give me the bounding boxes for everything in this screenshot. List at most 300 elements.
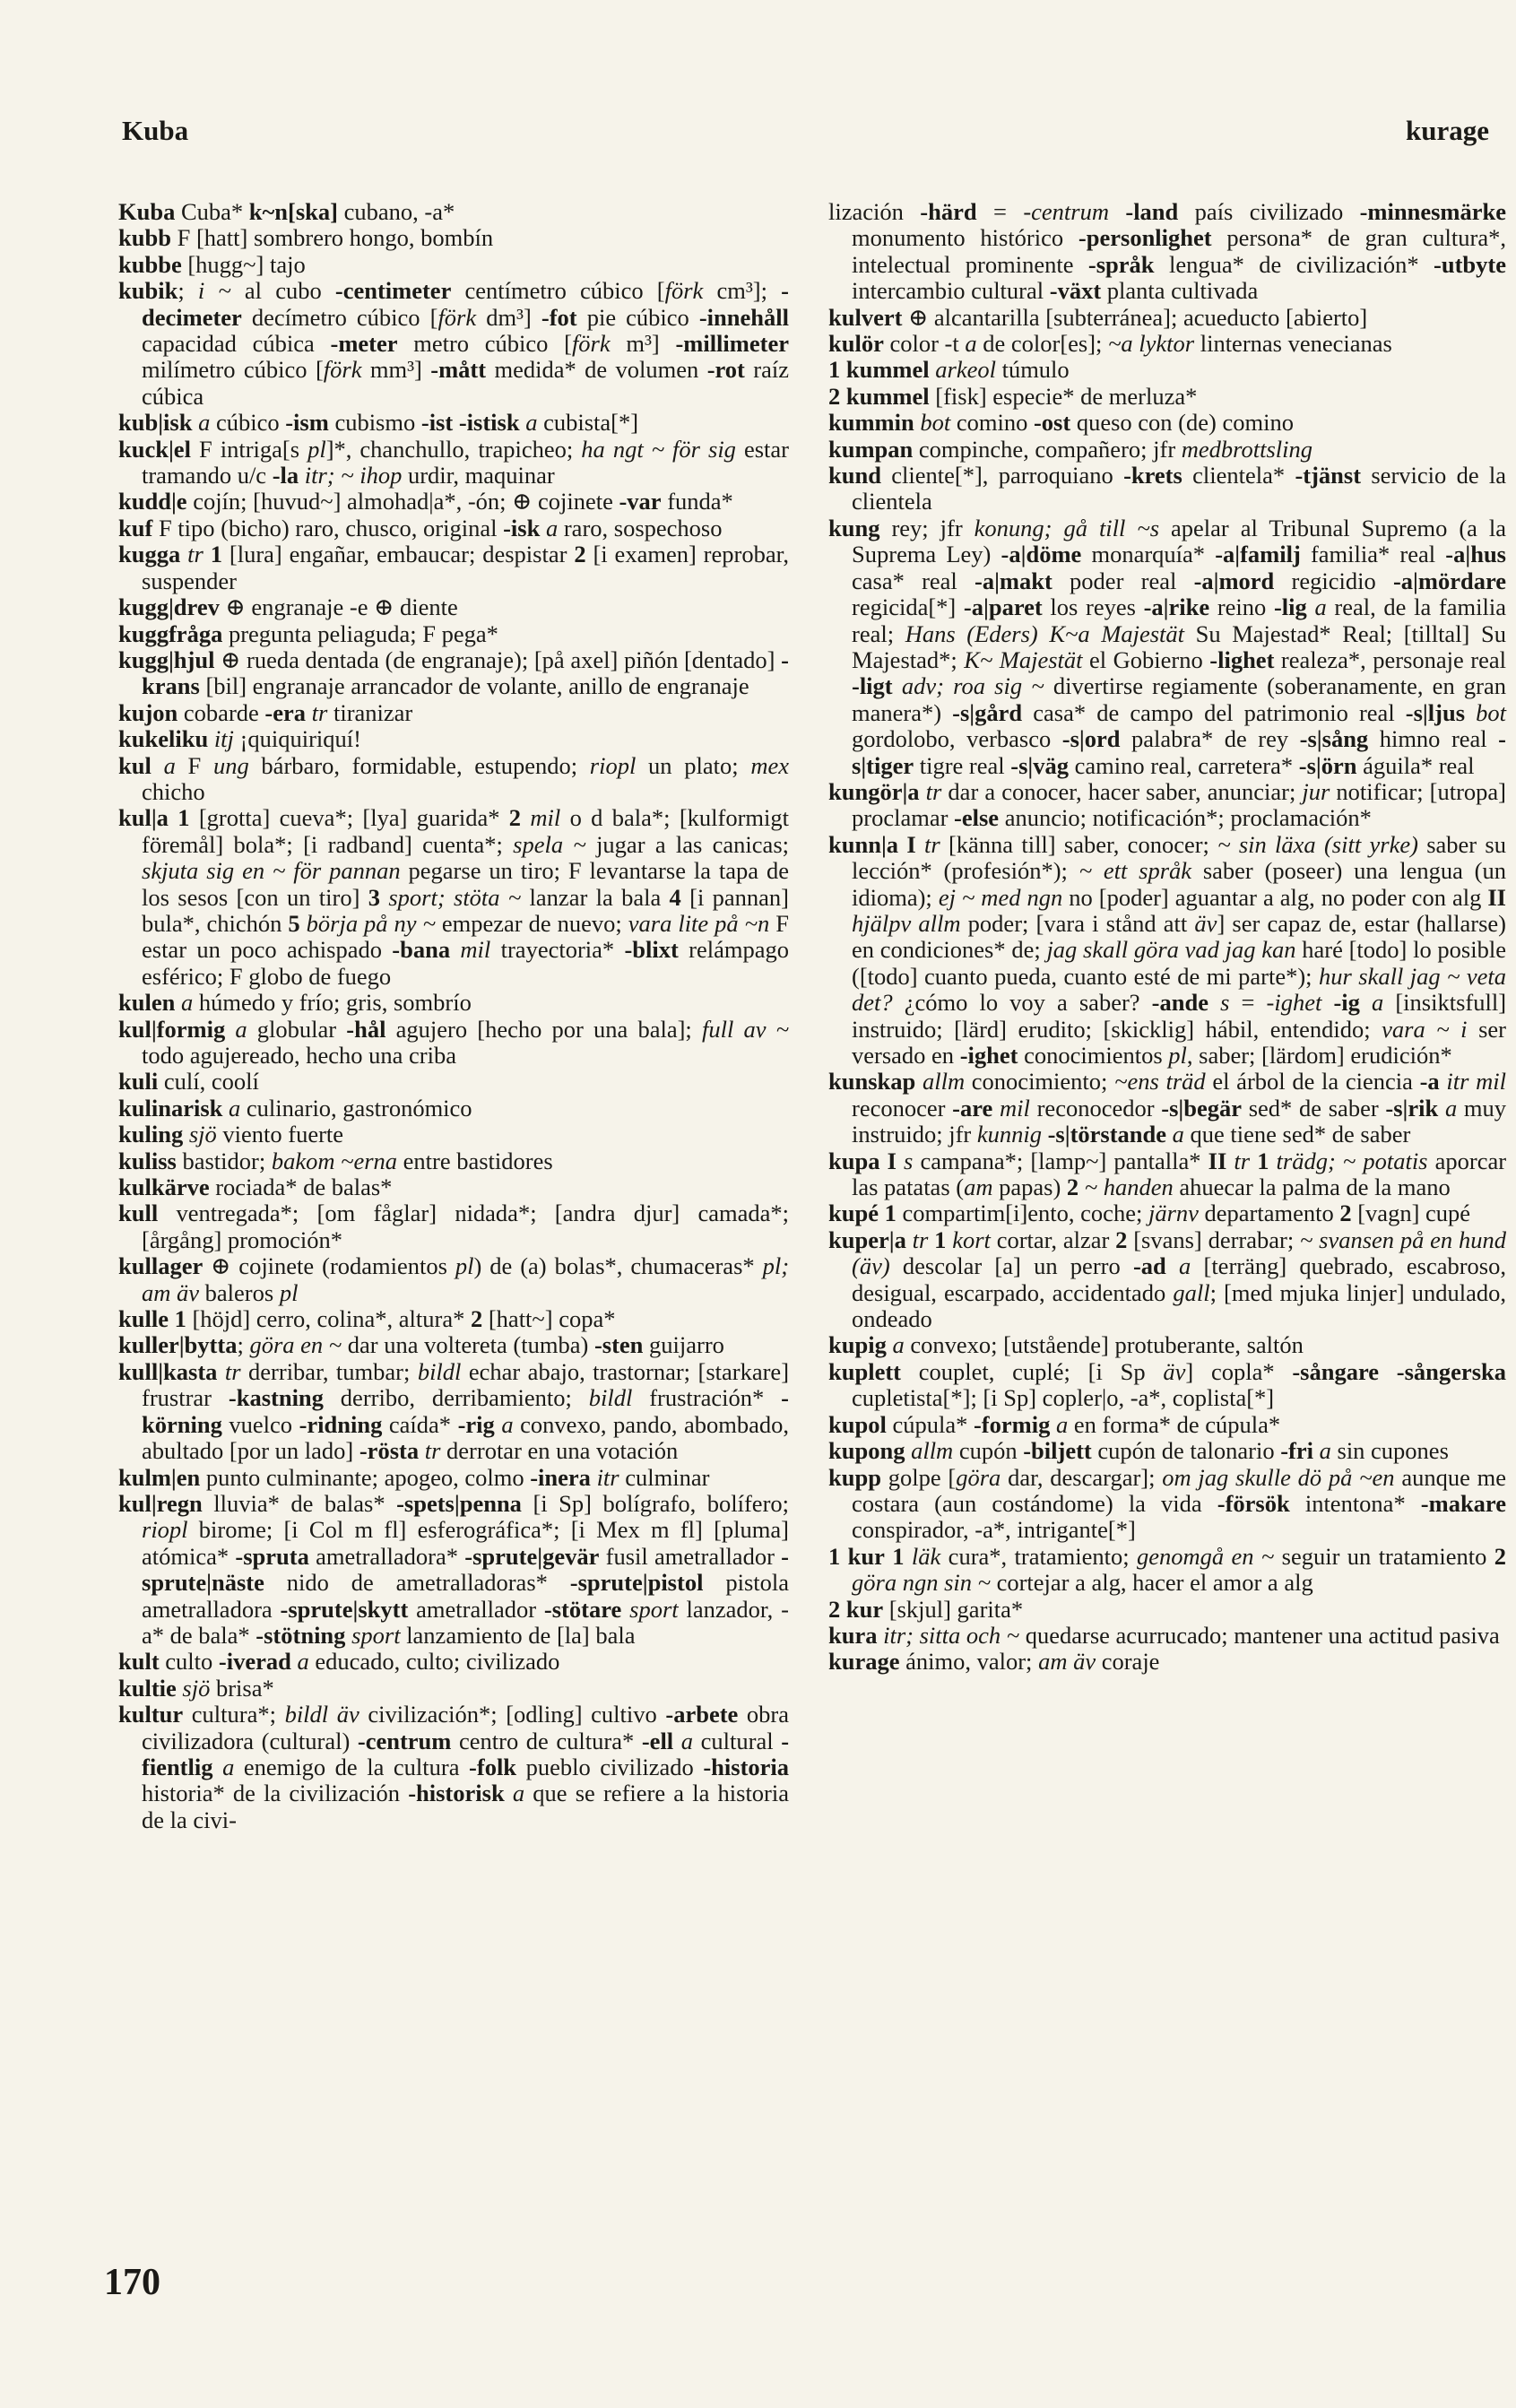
definition-text	[1079, 1174, 1085, 1200]
italic-label: ~ ett språk	[1079, 857, 1192, 885]
italic-label: adv; roa sig ~	[901, 672, 1044, 700]
definition-text: [lura] engañar, embaucar; despistar	[221, 541, 575, 568]
dictionary-entry	[118, 1649, 789, 1675]
italic-label: allm	[922, 1068, 966, 1096]
definition-text: cupón de talonario	[1091, 1437, 1281, 1465]
definition-text: coraje	[1096, 1648, 1160, 1676]
italic-label: spela ~	[513, 830, 586, 858]
dictionary-entry	[118, 1253, 789, 1306]
header-first-word: Kuba	[122, 115, 189, 146]
dictionary-entry	[118, 1069, 789, 1095]
definition-text: [svans] derrabar;	[1127, 1226, 1300, 1253]
definition-text: raíz cúbica	[142, 356, 789, 410]
bold-term: -språk	[1087, 250, 1155, 278]
italic-label: arkeol	[935, 356, 996, 384]
italic-label: itr; ~ ihop	[304, 462, 403, 489]
bold-term: -kastning	[228, 1384, 324, 1412]
italic-label: sjö	[188, 1121, 217, 1148]
definition-text: dar a conocer, hacer saber, anunciar;	[941, 777, 1303, 805]
running-header	[122, 115, 1489, 151]
bold-term: -sten	[593, 1331, 644, 1359]
italic-label: a	[545, 514, 559, 541]
dictionary-entry	[828, 410, 1506, 436]
definition-text: culminar	[619, 1463, 710, 1491]
italic-label: a	[180, 989, 194, 1017]
italic-label: a	[512, 1780, 525, 1807]
definition-text: campana*; [lamp~] pantalla*	[913, 1147, 1208, 1174]
definition-text: lengua* de civilización*	[1154, 250, 1434, 278]
dictionary-entry	[828, 1227, 1506, 1333]
definition-text: cúbico	[210, 409, 286, 437]
dictionary-entry	[118, 1200, 789, 1253]
dictionary-entry	[118, 1359, 789, 1465]
definition-text	[183, 1121, 189, 1148]
dictionary-entry	[828, 437, 1506, 463]
definition-text: el Gobierno	[1082, 645, 1210, 673]
definition-text: no [poder] aguantar a alg, no poder con alg	[1062, 883, 1488, 911]
bold-term: kulvert	[828, 303, 903, 331]
definition-text: ahuecar la palma de la mano	[1173, 1174, 1451, 1201]
definition-text: F tipo (bicho) raro, chusco, original	[152, 514, 504, 541]
definition-text: [insiktsfull] instruido; [lärd] erudito; [skicklig] hábil, entendido;	[852, 989, 1507, 1043]
definition-text: linternas venecianas	[1194, 330, 1392, 358]
dictionary-entry	[118, 199, 789, 225]
bold-term: kuli	[118, 1068, 159, 1096]
bold-term: kub|isk	[118, 409, 193, 437]
italic-label: vara lite på ~n	[628, 909, 770, 937]
italic-label: tr	[311, 698, 328, 726]
bold-term: -sprute|gevär	[464, 1542, 600, 1570]
italic-label: börja på ny ~	[306, 909, 436, 937]
definition-text	[204, 541, 211, 567]
definition-text	[1250, 1148, 1257, 1174]
definition-text	[1042, 1121, 1048, 1148]
bold-term: -ell	[641, 1727, 674, 1754]
bold-term: -a|paret	[963, 593, 1043, 621]
definition-text: jugar a las canicas;	[585, 830, 789, 858]
definition-text: apelar al Tribunal Supremo (a la Suprema Ley)	[852, 514, 1507, 568]
definition-text	[213, 1754, 223, 1780]
definition-text: trayectoria*	[490, 936, 625, 964]
bold-term: -krets	[1123, 462, 1182, 489]
definition-text: compinche, compañero; jfr	[913, 435, 1182, 463]
italic-label: a	[229, 1094, 241, 1122]
definition-text	[222, 1095, 229, 1122]
dictionary-entry	[828, 1148, 1506, 1201]
definition-text: águila* real	[1356, 751, 1475, 779]
definition-text: planta cultivada	[1101, 277, 1259, 305]
bold-term: -var	[619, 488, 662, 515]
definition-text: cortejar a alg, hacer el amor a alg	[990, 1569, 1313, 1597]
italic-label: hur skall jag ~ veta det?	[852, 962, 1507, 1017]
definition-text: húmedo y frío; gris, sombrío	[193, 989, 472, 1017]
bold-term: -körning	[142, 1384, 789, 1438]
definition-text	[1166, 1252, 1179, 1279]
bold-term: kuling	[118, 1121, 184, 1148]
definition-text: pie cúbico	[576, 303, 699, 331]
bold-term: kugg|hjul	[118, 645, 215, 673]
italic-label: a	[1372, 989, 1384, 1017]
definition-text	[621, 1596, 629, 1623]
italic-label: riopl	[589, 751, 637, 779]
italic-label: äv	[1194, 909, 1217, 937]
definition-text: ¡quiquiriquí!	[233, 725, 361, 753]
definition-text: derribo, derribamiento;	[323, 1384, 589, 1412]
definition-text: ;	[178, 277, 198, 305]
italic-label: tr	[912, 1226, 929, 1253]
definition-text	[208, 725, 214, 752]
bold-term: kubik	[118, 277, 178, 305]
italic-label: mil	[1000, 1094, 1030, 1122]
bold-term: kupé	[828, 1200, 879, 1227]
bold-term: -s|ord	[1061, 725, 1121, 753]
italic-label: itr mil	[1446, 1068, 1506, 1096]
definition-text: frustración*	[632, 1384, 782, 1412]
italic-label: a	[680, 1727, 694, 1754]
bold-term: -personlighet	[1078, 224, 1212, 252]
definition-text: pueblo civilizado	[516, 1753, 704, 1780]
definition-text: dm³]	[476, 303, 541, 331]
definition-text: bastidor;	[176, 1147, 272, 1174]
bold-term: k~n[ska]	[248, 198, 338, 225]
bold-term: kull|kasta	[118, 1357, 218, 1385]
definition-text: tiranizar	[327, 698, 413, 726]
bold-term: kung	[828, 514, 880, 541]
dictionary-entry	[828, 515, 1506, 779]
definition-text	[175, 989, 181, 1016]
bold-term: kultie	[118, 1674, 177, 1702]
italic-label: bot	[1476, 698, 1506, 726]
definition-text	[169, 804, 178, 831]
definition-text: casa* de campo del patrimonio real	[1022, 698, 1406, 726]
bold-term: -iverad	[218, 1648, 291, 1676]
definition-text: funda*	[661, 488, 733, 515]
definition-text: obra civilizadora (cultural)	[142, 1701, 789, 1754]
italic-label: göra	[956, 1463, 1001, 1491]
bold-term: kund	[828, 462, 881, 489]
bold-term: -hål	[346, 1015, 386, 1043]
dictionary-entry	[118, 541, 789, 594]
bold-term: kupong	[828, 1437, 905, 1465]
definition-text	[1313, 1437, 1320, 1464]
definition-text	[505, 1780, 513, 1806]
definition-text: sed* de saber	[1242, 1094, 1386, 1122]
definition-text	[1465, 699, 1476, 726]
italic-label: a	[501, 1410, 514, 1438]
definition-text: F [hatt] sombrero hongo, bombín	[170, 224, 494, 252]
bold-term: -härd	[920, 198, 977, 225]
dictionary-entry	[118, 437, 789, 489]
bold-term: kupig	[828, 1331, 887, 1359]
definition-text: todo agujereado, hecho una criba	[142, 1042, 456, 1069]
italic-label: trädg; ~ potatis	[1276, 1147, 1428, 1174]
bold-term: -folk	[469, 1753, 517, 1780]
dictionary-entry	[828, 1649, 1506, 1675]
definition-text: quedarse acurrucado; mantener una actitud pasiva	[1019, 1621, 1500, 1649]
italic-label: sjö	[182, 1674, 211, 1702]
bold-term: -are	[952, 1094, 993, 1122]
bold-term: -stötning	[256, 1621, 346, 1649]
definition-text	[180, 541, 187, 567]
definition-text: =	[976, 198, 1024, 225]
definition-text: caída*	[382, 1410, 458, 1438]
italic-label: sport	[351, 1621, 401, 1649]
bold-term: 2	[470, 1305, 483, 1333]
dictionary-entry	[118, 990, 789, 1016]
italic-label: pl; am äv	[142, 1252, 790, 1306]
bold-term: -la	[272, 462, 299, 489]
bold-term: -mått	[430, 356, 487, 384]
definition-text: raro, sospechoso	[558, 514, 723, 541]
definition-text	[291, 1648, 298, 1675]
bold-term: -blixt	[624, 936, 679, 964]
bold-term: -ligt	[852, 672, 893, 700]
dictionary-entry	[828, 1544, 1506, 1597]
definition-text	[897, 1148, 904, 1174]
definition-text: nido de ametralladoras*	[264, 1569, 570, 1597]
italic-label: äv	[1163, 1357, 1186, 1385]
definition-text: departamento	[1198, 1200, 1340, 1227]
definition-text: cupletista[*]; [i Sp] copler|o, -a*, coplista[*]	[852, 1384, 1275, 1412]
italic-label: itj	[213, 725, 234, 753]
definition-text: cultura*;	[183, 1701, 285, 1728]
italic-label: bakom ~erna	[271, 1147, 398, 1174]
definition-text: al cubo	[230, 277, 335, 305]
bold-term: II	[1487, 883, 1506, 911]
bold-term: kubb	[118, 224, 171, 252]
italic-label: tr	[1234, 1147, 1251, 1174]
dictionary-entry	[828, 305, 1506, 331]
definition-text	[299, 462, 305, 489]
definition-text: ser versado en	[852, 1015, 1506, 1069]
dictionary-entry	[118, 252, 789, 278]
definition-text: decímetro cúbico [	[241, 303, 438, 331]
bold-term: 4	[669, 883, 681, 911]
definition-text: cliente[*], parroquiano	[880, 462, 1124, 489]
bold-term: -rösta	[359, 1437, 420, 1465]
dictionary-entry	[118, 410, 789, 436]
definition-text	[992, 1095, 1000, 1122]
bold-term: -s|tiger	[852, 725, 1506, 779]
italic-label: bildl	[588, 1384, 633, 1412]
definition-text: [bil] engranaje arrancador de volante, anillo de engranaje	[199, 672, 749, 700]
italic-label: sport; stöta ~	[388, 883, 522, 911]
definition-text	[673, 1728, 681, 1754]
definition-text: lanzar la bala	[521, 883, 670, 911]
bold-term: -centrum	[357, 1727, 452, 1754]
definition-text: que se refiere a la historia de la civi-	[142, 1780, 790, 1833]
bold-term: kubbe	[118, 250, 182, 278]
bold-term: kul|formig	[118, 1015, 226, 1043]
italic-label: hjälpv allm	[852, 909, 961, 937]
definition-text: [vagn] cupé	[1351, 1200, 1471, 1227]
bold-term: kul|regn	[118, 1489, 203, 1517]
italic-label: tr	[224, 1357, 241, 1385]
bold-term: kunskap	[828, 1068, 916, 1096]
bold-term: kullager	[118, 1252, 204, 1280]
definition-text: fusil ametrallador	[599, 1542, 782, 1570]
bold-term: -utbyte	[1434, 250, 1506, 278]
dictionary-entry	[118, 726, 789, 752]
bold-term: -spruta	[235, 1542, 309, 1570]
italic-label: itr	[596, 1463, 619, 1491]
definition-text: vuelco	[221, 1410, 299, 1438]
italic-label: a	[297, 1648, 309, 1676]
definition-text: monumento histórico	[852, 224, 1079, 252]
bold-term: kuller|bytta	[118, 1331, 238, 1359]
bold-term: kurage	[828, 1648, 900, 1676]
bold-term: 1	[1257, 1147, 1269, 1174]
definition-text: persona* de gran cultura*, intelectual prominente	[852, 224, 1506, 278]
italic-label: gall	[1173, 1278, 1210, 1306]
bold-term: kulle	[118, 1305, 169, 1333]
definition-text: divertirse regiamente (soberanamente, en gran manera*)	[852, 672, 1506, 726]
definition-text: punto culminante; apogeo, colmo	[200, 1463, 531, 1491]
definition-text: aunque me costara (aun costándome) la vida	[852, 1463, 1506, 1517]
italic-label: a	[1055, 1410, 1069, 1438]
bold-term: kuper|a	[828, 1226, 906, 1253]
italic-label: tr	[187, 541, 204, 568]
dictionary-entry	[828, 384, 1506, 410]
definition-text: F	[175, 751, 213, 779]
italic-label: Hans (Eders) K~a Majestät	[905, 619, 1184, 647]
italic-label: kunnig	[976, 1121, 1042, 1148]
bold-term: -s|ljus	[1405, 698, 1466, 726]
definition-text: real, de la familia real;	[852, 593, 1506, 647]
definition-text: realeza*, personaje real	[1274, 645, 1507, 673]
left-column	[118, 199, 789, 1833]
dictionary-entry	[118, 1122, 789, 1148]
bold-term: -meter	[330, 330, 398, 358]
dictionary-entry	[828, 1438, 1506, 1464]
bold-term: kummin	[828, 409, 914, 437]
definition-text: [fisk] especie* de merluza*	[929, 382, 1198, 410]
definition-text: los reyes	[1042, 593, 1144, 621]
bold-term: -s|väg	[1010, 751, 1070, 779]
bold-term: -else	[954, 804, 1000, 832]
dictionary-entry	[828, 1359, 1506, 1412]
bold-term: 2	[508, 804, 522, 832]
bold-term: kukeliku	[118, 725, 209, 753]
bold-term: kuf	[118, 514, 153, 541]
italic-label: ung	[212, 751, 249, 779]
italic-label: bildl	[417, 1357, 462, 1385]
definition-text: pregunta peliaguda; F pega*	[222, 619, 498, 647]
dictionary-entry	[828, 199, 1506, 305]
definition-text: convexo, pando, abombado, abultado [por un lado]	[142, 1410, 789, 1465]
bold-term: kugga	[118, 541, 181, 568]
definition-text: familia* real	[1300, 541, 1446, 568]
bold-term: -lighet	[1209, 645, 1275, 673]
definition-text: empezar de nuevo;	[435, 909, 628, 937]
definition-text: birome; [i Col m fl] esferográfica*; [i Mex m fl] [pluma] atómica*	[142, 1516, 789, 1570]
bold-term: 2	[1494, 1542, 1507, 1570]
definition-text: cm³];	[703, 277, 782, 305]
definition-text: F intriga[s	[190, 435, 308, 463]
italic-label: am	[964, 1174, 993, 1201]
italic-label: a	[1319, 1437, 1331, 1465]
definition-text: compartim[i]ento, coche;	[896, 1200, 1148, 1227]
italic-label: ~ens träd	[1114, 1068, 1206, 1096]
italic-label: förk	[571, 330, 611, 358]
bold-term: -a|döme	[1001, 541, 1082, 568]
definition-text: ] copla*	[1185, 1357, 1293, 1385]
definition-text: mm³]	[361, 356, 431, 384]
italic-label: a	[525, 409, 538, 437]
italic-label: ~ handen	[1084, 1174, 1174, 1201]
definition-text: lanzador, -a* de bala*	[142, 1595, 789, 1649]
italic-label: förk	[437, 303, 477, 331]
bold-term: -isk	[503, 514, 541, 541]
definition-text: cúpula*	[886, 1410, 974, 1438]
definition-text: papas)	[992, 1174, 1067, 1201]
definition-text: cubano, -a*	[338, 198, 455, 225]
definition-text: [skjul] garita*	[883, 1595, 1024, 1623]
definition-text: ⊕ engranaje -e ⊕ diente	[219, 593, 458, 621]
definition-text: o d bala*; [kulformigt föremål] bola*; [i radband] cuenta*;	[142, 804, 789, 858]
definition-text: que tiene sed* de saber	[1183, 1121, 1411, 1148]
definition-text: de color[es];	[976, 330, 1109, 358]
italic-label: läk	[911, 1542, 941, 1570]
definition-text	[1379, 1358, 1397, 1385]
definition-text: ventregada*; [om fåglar] nidada*; [andra djur] camada*; [årgång] promoción*	[142, 1200, 789, 1253]
italic-label: tr	[424, 1437, 441, 1465]
definition-text: queso con (de) comino	[1070, 409, 1294, 437]
dictionary-entry	[118, 805, 789, 990]
bold-term: -era	[264, 698, 307, 726]
definition-text: anuncio; notificación*; proclamación*	[999, 804, 1372, 832]
italic-label: a	[892, 1331, 905, 1359]
bold-term: -minnesmärke	[1359, 198, 1507, 225]
definition-text: ⊕ rueda dentada (de engranaje); [på axel] piñón [dentado]	[214, 645, 782, 673]
italic-label: mil	[460, 936, 491, 964]
definition-text: casa* real	[852, 567, 975, 594]
definition-text	[1166, 1121, 1173, 1148]
definition-text: clientela*	[1182, 462, 1295, 489]
definition-text: educado, culto; civilizado	[308, 1648, 560, 1676]
bold-term: -formig	[973, 1410, 1051, 1438]
italic-label: medbrottsling	[1181, 435, 1313, 463]
italic-label: skjuta sig en ~ för pannan	[142, 857, 401, 885]
bold-term: kulkärve	[118, 1174, 210, 1201]
dictionary-entry	[828, 1465, 1506, 1544]
bold-term: kultur	[118, 1701, 184, 1728]
definition-text	[152, 752, 164, 779]
definition-text: cobarde	[178, 698, 265, 726]
definition-text	[591, 1464, 597, 1491]
bold-term: kuplett	[828, 1357, 901, 1385]
definition-text: ⊕ alcantarilla [subterránea]; acueducto [abierto]	[902, 303, 1368, 331]
bold-term: -istisk	[458, 409, 520, 437]
italic-label: jur	[1302, 777, 1330, 805]
italic-label: a	[163, 751, 176, 779]
italic-label: tr	[925, 777, 942, 805]
definition-text: F estar un poco achispado	[142, 909, 789, 964]
definition-text: poder; [vara i stånd att	[960, 909, 1195, 937]
definition-text: conspirador, -a*, intrigante[*]	[852, 1516, 1136, 1544]
definition-text: [i examen] reprobar, suspender	[142, 541, 789, 594]
bold-term: -centimeter	[334, 277, 452, 305]
italic-label: allm	[911, 1437, 954, 1465]
definition-text: conocimientos	[1018, 1042, 1169, 1069]
bold-term: kuliss	[118, 1147, 177, 1174]
italic-label: -centrum	[1023, 198, 1109, 225]
italic-label: riopl	[142, 1516, 188, 1544]
bold-term: 1	[174, 1305, 186, 1333]
bold-term: -a|hus	[1445, 541, 1506, 568]
bold-term: -makare	[1420, 1489, 1506, 1517]
italic-label: mil	[530, 804, 561, 832]
